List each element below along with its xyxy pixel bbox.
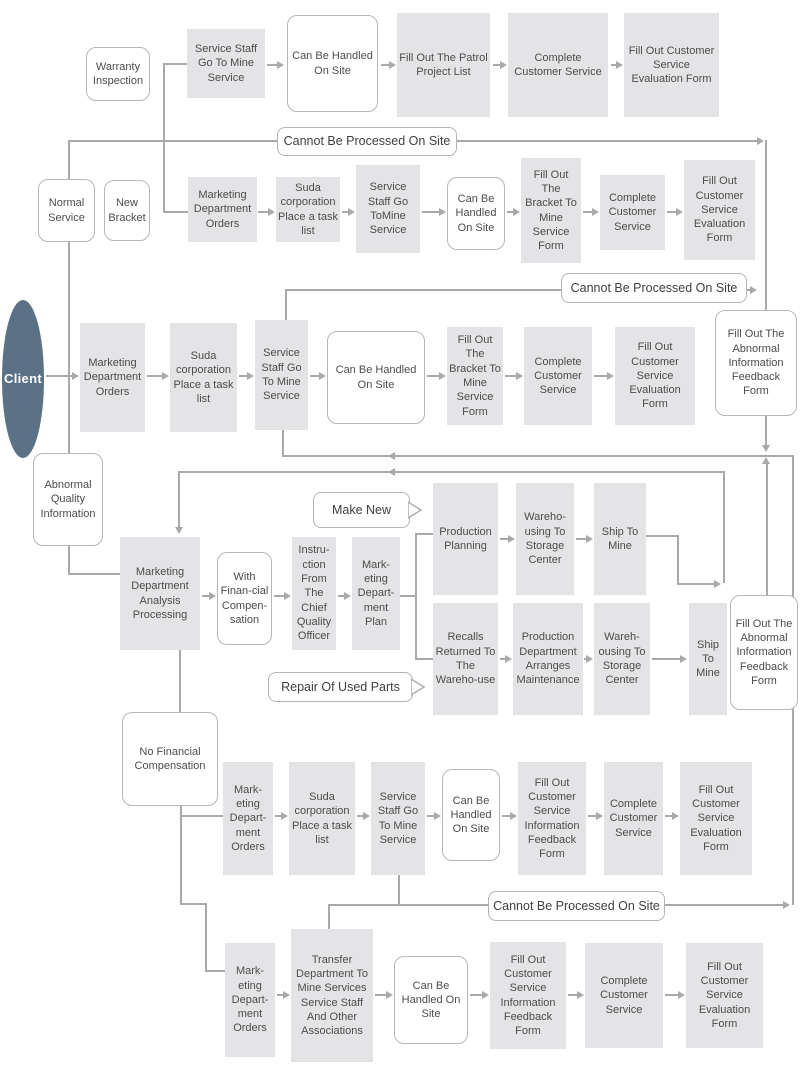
r1-can-be-handled-on-site (287, 15, 378, 112)
connector-line (765, 140, 767, 310)
arrowhead-right-icon (363, 812, 370, 820)
arrowhead-right-icon (434, 812, 441, 820)
connector-line (646, 535, 677, 537)
r6-marketing-department-orders-label: Mark-eting Depart-ment Orders (229, 783, 267, 853)
ship-to-mine-1-label: Ship To Mine (601, 525, 639, 552)
r2-can-be-handled-on-site-label: Can Be Handled On Site (455, 193, 497, 234)
arrowhead-right-icon (247, 372, 254, 380)
no-financial-compensation-label: No Financial Compensation (134, 745, 206, 772)
ship-to-mine-2 (689, 603, 727, 715)
client-label: Client (4, 370, 42, 386)
repair-of-used-parts-label: Repair Of Used Parts (281, 679, 400, 694)
connector-line (205, 903, 207, 970)
arrowhead-right-icon (500, 61, 507, 69)
arrowhead-right-icon (616, 61, 623, 69)
r6-complete-customer-service (604, 762, 663, 875)
r3-service-staff-go-to-mine-label: Service Staff Go To Mine Service (261, 347, 302, 403)
arrowhead-right-icon (586, 535, 593, 543)
repair-of-used-parts (268, 672, 413, 702)
r1-service-staff-go-to-mine (187, 29, 265, 98)
warehousing-to-storage-1-label: Wareho-using To Storage Center (524, 511, 566, 567)
arrowhead-right-icon (268, 208, 275, 216)
r6-info-feedback-form-label: Fill Out Customer Service Information Feedback Form (524, 776, 580, 861)
r7-marketing-department-orders (225, 943, 275, 1057)
connector-line (178, 471, 723, 473)
marketing-department-plan-label: Mark-eting Depart-ment Plan (357, 558, 395, 628)
connector-line (665, 994, 679, 996)
r1-can-be-handled-on-site-label: Can Be Handled On Site (292, 50, 373, 77)
r1-fill-patrol-project-list (397, 13, 490, 117)
r6-evaluation-form (680, 762, 752, 875)
r7-info-feedback-form (490, 942, 566, 1049)
r2-suda-task-list-label: Suda corporation Place a task list (278, 181, 338, 237)
arrowhead-right-icon (439, 208, 446, 216)
connector-line (205, 970, 225, 972)
r6-service-staff-go-to-mine (371, 762, 425, 875)
cannot-be-processed-on-site-1 (277, 127, 457, 156)
with-financial-compensation (217, 552, 272, 645)
connector-line (178, 471, 180, 528)
arrowhead-right-icon (389, 61, 396, 69)
arrowhead-right-icon (592, 208, 599, 216)
arrowhead-right-icon (783, 901, 790, 909)
r3-complete-customer-service-label: Complete Customer Service (534, 355, 582, 397)
connector-line (68, 546, 70, 573)
arrowhead-down-icon (762, 445, 770, 452)
connector-line (282, 430, 284, 455)
recalls-returned-warehouse (433, 603, 498, 715)
make-new-label: Make New (331, 502, 392, 517)
arrowhead-right-icon (678, 991, 685, 999)
arrowhead-right-icon (586, 655, 593, 663)
r2-marketing-department-orders-label: Marketing Department Orders (193, 189, 252, 230)
connector-line (766, 463, 768, 595)
r1-complete-customer-service (508, 13, 608, 117)
r1-fill-patrol-project-list-label: Fill Out The Patrol Project List (399, 51, 488, 78)
r7-complete-customer-service-label: Complete Customer Service (600, 975, 648, 1016)
r7-evaluation-form-label: Fill Out Customer Service Evaluation Form (698, 960, 751, 1030)
arrowhead-right-icon (283, 991, 290, 999)
marketing-department-plan (352, 537, 400, 650)
with-financial-compensation-label: With Finan-cial Compen-sation (220, 570, 269, 626)
r1-evaluation-form (624, 13, 719, 117)
r2-marketing-department-orders (188, 177, 257, 242)
r7-info-feedback-form-label: Fill Out Customer Service Information Feedback Form (500, 953, 556, 1038)
arrowhead-right-icon (596, 812, 603, 820)
r3-bracket-to-mine-form-label: Fill Out The Bracket To Mine Service Form (449, 334, 501, 418)
r3-evaluation-form-label: Fill Out Customer Service Evaluation Form (629, 341, 681, 411)
r3-can-be-handled-on-site (327, 331, 425, 424)
arrowhead-right-icon (680, 655, 687, 663)
normal-service (38, 179, 95, 242)
abnormal-quality-information (33, 453, 103, 546)
connector-line (163, 211, 188, 213)
arrowhead-right-icon (508, 535, 515, 543)
r6-suda-task-list-label: Suda corporation Place a task list (292, 790, 352, 846)
connector-line (180, 903, 205, 905)
arrowhead-down-icon (175, 527, 183, 534)
make-new-pointer-icon (408, 501, 422, 519)
r6-info-feedback-form (518, 762, 586, 875)
connector-line (179, 650, 181, 712)
production-planning (433, 483, 498, 595)
client (2, 300, 44, 458)
r2-evaluation-form-label: Fill Out Customer Service Evaluation Form (693, 175, 746, 245)
arrowhead-right-icon (577, 991, 584, 999)
r3-abnormal-feedback-form (715, 310, 797, 416)
connector-line (723, 471, 725, 583)
r6-suda-task-list (289, 762, 355, 875)
r3-service-staff-go-to-mine (255, 320, 308, 430)
arrowhead-right-icon (344, 592, 351, 600)
arrowhead-right-icon (281, 812, 288, 820)
r2-bracket-to-mine-form (521, 158, 581, 263)
instruction-chief-quality-officer (292, 537, 336, 650)
arrowhead-right-icon (676, 208, 683, 216)
r7-can-be-handled-on-site (394, 956, 468, 1044)
make-new (313, 492, 410, 528)
connector-line (68, 140, 70, 179)
arrowhead-right-icon (516, 372, 523, 380)
connector-line (282, 455, 792, 457)
r6-evaluation-form-label: Fill Out Customer Service Evaluation Form (690, 783, 742, 853)
connector-line (765, 416, 767, 446)
production-dept-maintenance-label: Production Department Arranges Maintenance (516, 631, 580, 687)
arrowhead-right-icon (482, 991, 489, 999)
arrowhead-right-icon (672, 812, 679, 820)
r3-marketing-department-orders (80, 323, 145, 432)
r2-complete-customer-service-label: Complete Customer Service (608, 192, 657, 233)
cannot-be-processed-on-site-2 (561, 273, 747, 303)
r5-abnormal-feedback-form-label: Fill Out The Abnormal Information Feedback Form (735, 617, 793, 687)
connector-line (415, 658, 433, 660)
arrowhead-right-icon (439, 372, 446, 380)
r3-marketing-department-orders-label: Marketing Department Orders (83, 357, 142, 398)
transfer-department-associations (291, 929, 373, 1062)
connector-line (180, 815, 223, 817)
connector-line (46, 375, 73, 377)
warranty-inspection (86, 47, 150, 101)
arrowhead-right-icon (714, 580, 721, 588)
arrowhead-up-icon (762, 457, 770, 464)
arrowhead-right-icon (757, 137, 764, 145)
connector-line (400, 595, 415, 597)
warehousing-to-storage-2 (594, 603, 650, 715)
r2-evaluation-form (684, 160, 755, 260)
repair-of-used-parts-pointer-icon (411, 678, 425, 696)
arrowhead-right-icon (277, 61, 284, 69)
r3-abnormal-feedback-form-label: Fill Out The Abnormal Information Feedback Form (727, 328, 785, 398)
r5-abnormal-feedback-form (730, 595, 798, 710)
r3-evaluation-form (615, 327, 695, 425)
r3-bracket-to-mine-form (447, 327, 503, 425)
r7-evaluation-form (686, 943, 763, 1048)
r1-complete-customer-service-label: Complete Customer Service (514, 51, 602, 78)
arrowhead-right-icon (750, 286, 757, 294)
r1-evaluation-form-label: Fill Out Customer Service Evaluation Form (628, 44, 715, 86)
connector-line (422, 211, 440, 213)
cannot-be-processed-on-site-2-label: Cannot Be Processed On Site (570, 280, 738, 295)
r6-can-be-handled-on-site-label: Can Be Handled On Site (450, 794, 492, 836)
connector-line (68, 241, 70, 453)
warehousing-to-storage-2-label: Wareh-ousing To Storage Center (598, 631, 646, 687)
r2-service-staff-go-tomine-label: Service Staff Go ToMine Service (367, 181, 409, 237)
production-dept-maintenance (513, 603, 583, 715)
new-bracket (104, 180, 150, 241)
connector-line (677, 535, 679, 583)
r7-complete-customer-service (585, 943, 663, 1048)
r3-complete-customer-service (524, 327, 592, 425)
arrowhead-right-icon (510, 812, 517, 820)
r1-service-staff-go-to-mine-label: Service Staff Go To Mine Service (194, 43, 258, 84)
marketing-analysis-processing-label: Marketing Department Analysis Processing (131, 565, 189, 621)
arrowhead-right-icon (72, 372, 79, 380)
r7-can-be-handled-on-site-label: Can Be Handled On Site (401, 979, 461, 1021)
r6-marketing-department-orders (223, 762, 273, 875)
connector-line (677, 583, 714, 585)
r3-suda-task-list (170, 323, 237, 432)
connector-line (285, 289, 287, 320)
arrowhead-right-icon (386, 991, 393, 999)
connector-line (398, 875, 400, 904)
r3-suda-task-list-label: Suda corporation Place a task list (173, 349, 234, 405)
r2-bracket-to-mine-form-label: Fill Out The Bracket To Mine Service Form (525, 168, 577, 253)
arrowhead-right-icon (319, 372, 326, 380)
arrowhead-left-icon (388, 452, 395, 460)
production-planning-label: Production Planning (439, 525, 492, 552)
r2-suda-task-list (276, 177, 340, 242)
arrowhead-right-icon (284, 592, 291, 600)
ship-to-mine-2-label: Ship To Mine (696, 638, 720, 680)
connector-line (68, 573, 120, 575)
arrowhead-right-icon (209, 592, 216, 600)
arrowhead-right-icon (607, 372, 614, 380)
warehousing-to-storage-1 (516, 483, 574, 595)
new-bracket-label: New Bracket (108, 197, 146, 224)
arrowhead-left-icon (388, 468, 395, 476)
r6-service-staff-go-to-mine-label: Service Staff Go To Mine Service (377, 790, 419, 846)
r6-can-be-handled-on-site (442, 769, 500, 861)
r2-can-be-handled-on-site (447, 177, 505, 250)
cannot-be-processed-on-site-3-label: Cannot Be Processed On Site (493, 898, 660, 913)
transfer-department-associations-label: Transfer Department To Mine Services Service Staff And Other Associations (296, 953, 368, 1038)
connector-line (415, 533, 417, 658)
connector-line (163, 63, 165, 212)
connector-line (180, 806, 182, 904)
r3-can-be-handled-on-site-label: Can Be Handled On Site (335, 364, 417, 391)
recalls-returned-warehouse-label: Recalls Returned To The Wareho-use (435, 631, 496, 687)
abnormal-quality-information-label: Abnormal Quality Information (40, 479, 96, 520)
cannot-be-processed-on-site-1-label: Cannot Be Processed On Site (283, 134, 451, 149)
cannot-be-processed-on-site-3 (488, 891, 665, 921)
r7-marketing-department-orders-label: Mark-eting Depart-ment Orders (231, 965, 269, 1035)
arrowhead-right-icon (513, 208, 520, 216)
warranty-inspection-label: Warranty Inspection (92, 60, 144, 87)
ship-to-mine-1 (594, 483, 646, 595)
instruction-chief-quality-officer-label: Instru-ction From The Chief Quality Officer (296, 544, 332, 643)
marketing-analysis-processing (120, 537, 200, 650)
r2-service-staff-go-tomine (356, 165, 420, 253)
r2-complete-customer-service (600, 175, 665, 250)
normal-service-label: Normal Service (48, 197, 85, 224)
connector-line (594, 375, 608, 377)
connector-line (328, 904, 330, 929)
connector-line (147, 375, 163, 377)
connector-line (163, 63, 187, 65)
connector-line (652, 658, 681, 660)
r6-complete-customer-service-label: Complete Customer Service (609, 798, 658, 839)
no-financial-compensation (122, 712, 218, 806)
connector-line (415, 533, 433, 535)
arrowhead-right-icon (162, 372, 169, 380)
arrowhead-right-icon (505, 655, 512, 663)
arrowhead-right-icon (348, 208, 355, 216)
